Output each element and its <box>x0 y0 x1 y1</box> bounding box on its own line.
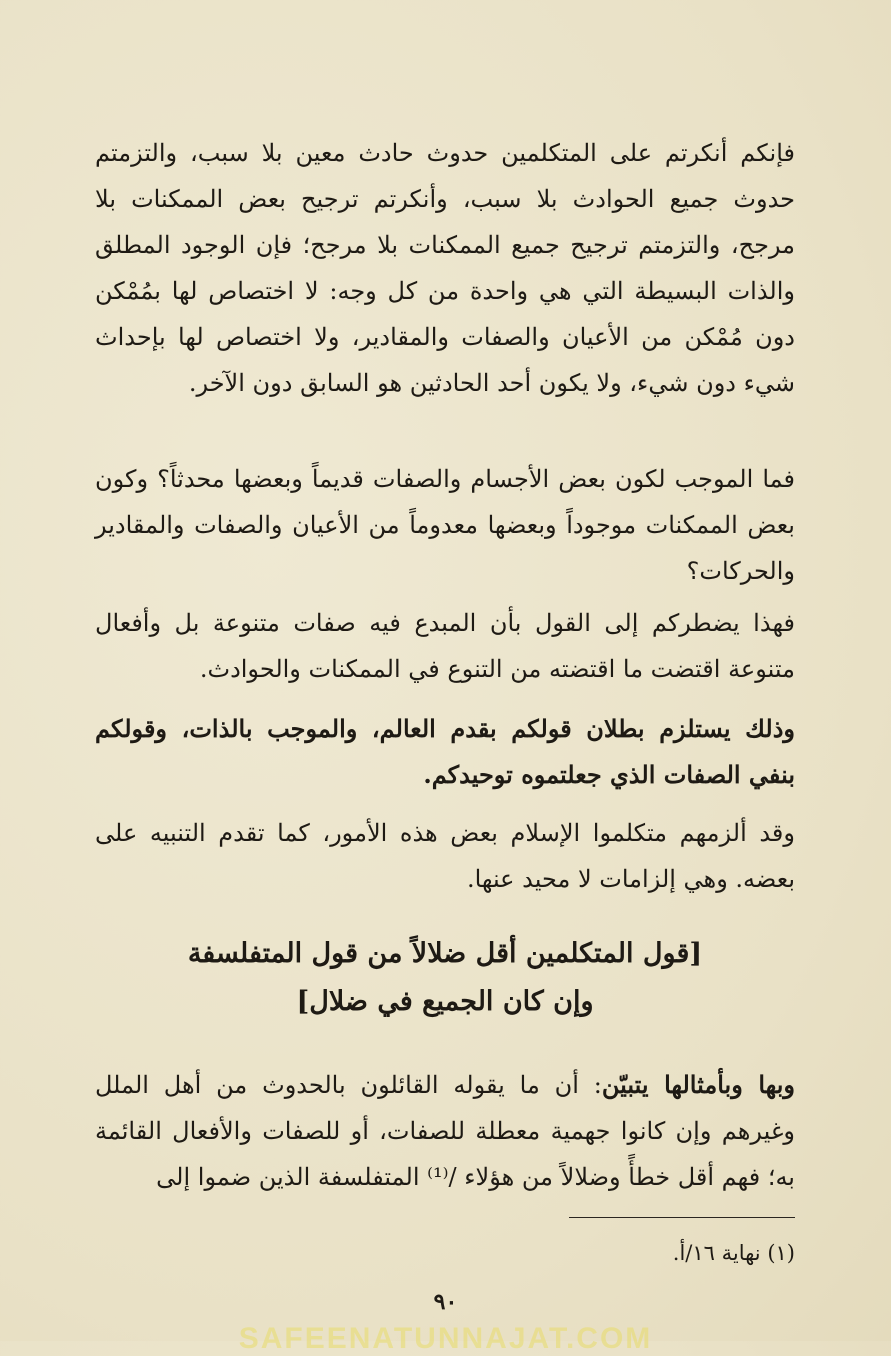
page-number: ٩٠ <box>433 1289 458 1315</box>
section-heading-line-1: [قول المتكلمين أقل ضلالاً من قول المتفلسفة <box>187 938 703 969</box>
paragraph-2: فما الموجب لكون بعض الأجسام والصفات قديماً وبعضها محدثاً؟ وكون بعض الممكنات موجوداً وبعضها معدوماً من الأعيان والصفات والمقادير والحركات؟ <box>95 465 795 585</box>
paragraph-6-lead: وبها وبأمثالها يتبيّن <box>601 1070 795 1099</box>
paragraph-5: وقد ألزمهم متكلموا الإسلام بعض هذه الأمور، كما تقدم التنبيه على بعضه. وهي إلزامات لا محيد عنها. <box>95 819 795 893</box>
watermark-text: SAFEENATUNNAJAT.COM <box>238 1322 653 1355</box>
paragraph-4-bold: وذلك يستلزم بطلان قولكم بقدم العالم، والموجب بالذات، وقولكم بنفي الصفات الذي جعلتموه توحيدكم. <box>95 714 795 789</box>
paragraph-1: فإنكم أنكرتم على المتكلمين حدوث حادث معين بلا سبب، والتزمتم حدوث جميع الحوادث بلا سبب، وأنكرتم ترجيح بعض الممكنات بلا مرجح، والتزمتم ترجيح جميع الممكنات بلا مرجح؛ فإن الوجود المطلق والذات البسيطة التي هي واحدة من كل وجه: لا اختصاص لها بمُمْكن دون مُمْكن من الأعيان والصفات والمقادير، ولا اختصاص لها بإحداث شيء دون شيء، ولا يكون أحد الحادثين هو السابق دون الآخر. <box>95 139 796 397</box>
paragraph-6-body: : أن ما يقوله القائلون بالحدوث من أهل الملل وغيرهم وإن كانوا جهمية معطلة للصفات، أو للصفات والأفعال القائمة به؛ فهم أقل خطأً وضلالاً من هؤلاء /⁽¹⁾ المتفلسفة الذين ضموا إلى <box>95 1071 795 1191</box>
paragraph-3: فهذا يضطركم إلى القول بأن المبدع فيه صفات متنوعة بل وأفعال متنوعة اقتضت ما اقتضته من التنوع في الممكنات والحوادث. <box>95 609 795 683</box>
section-heading-line-2: وإن كان الجميع في ضلال] <box>296 986 594 1017</box>
section-heading <box>95 930 795 1026</box>
footnote-divider <box>569 1217 795 1218</box>
paragraph-6 <box>95 1062 795 1200</box>
footnote: (١) نهاية ١٦/أ. <box>672 1241 795 1265</box>
